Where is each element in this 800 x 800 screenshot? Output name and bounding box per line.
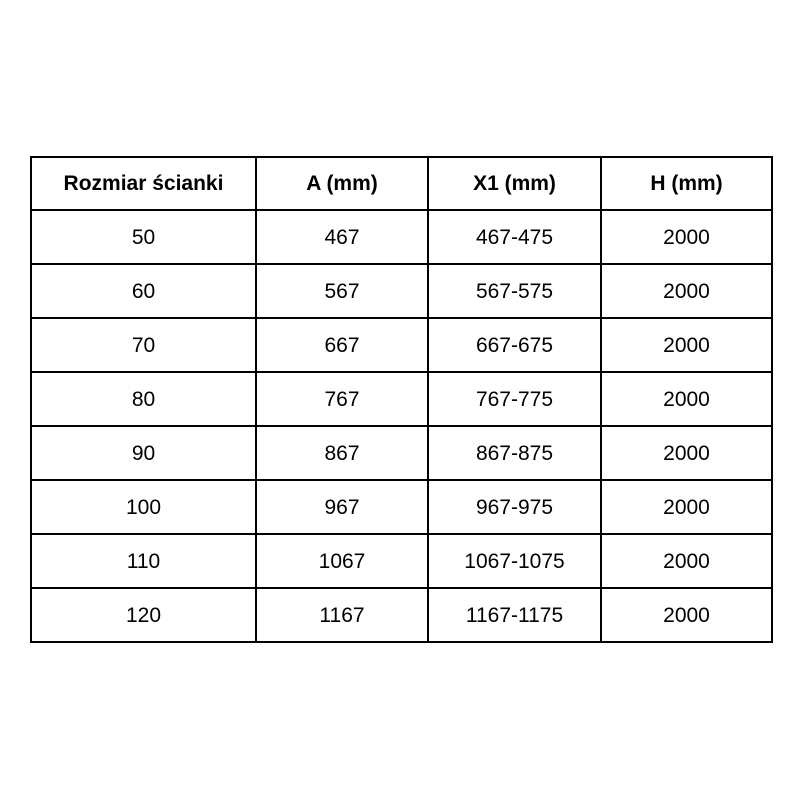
table-cell: 1067 — [256, 534, 428, 588]
table-cell: 667 — [256, 318, 428, 372]
table-cell: 567-575 — [428, 264, 601, 318]
table-cell: 2000 — [601, 534, 772, 588]
table-cell: 2000 — [601, 372, 772, 426]
table-cell: 767-775 — [428, 372, 601, 426]
table-cell: 100 — [31, 480, 256, 534]
table-cell: 2000 — [601, 426, 772, 480]
table-cell: 667-675 — [428, 318, 601, 372]
table-cell: 2000 — [601, 210, 772, 264]
table-cell: 867 — [256, 426, 428, 480]
table-cell: 80 — [31, 372, 256, 426]
table-header-row — [31, 157, 772, 210]
table-cell: 110 — [31, 534, 256, 588]
header-rozmiar-scianki: Rozmiar ścianki — [31, 157, 256, 210]
table-cell: 2000 — [601, 588, 772, 642]
table-cell: 120 — [31, 588, 256, 642]
header-a-mm: A (mm) — [256, 157, 428, 210]
table-row — [31, 534, 772, 588]
table-cell: 1167 — [256, 588, 428, 642]
table-cell: 90 — [31, 426, 256, 480]
table-row — [31, 210, 772, 264]
table-cell: 767 — [256, 372, 428, 426]
table-row — [31, 426, 772, 480]
table-row — [31, 588, 772, 642]
table-row — [31, 318, 772, 372]
header-x1-mm: X1 (mm) — [428, 157, 601, 210]
table-cell: 70 — [31, 318, 256, 372]
header-h-mm: H (mm) — [601, 157, 772, 210]
table-cell: 467 — [256, 210, 428, 264]
table-body — [31, 210, 772, 642]
table-cell: 967 — [256, 480, 428, 534]
table-cell: 967-975 — [428, 480, 601, 534]
table-cell: 1167-1175 — [428, 588, 601, 642]
table-cell: 50 — [31, 210, 256, 264]
table-cell: 2000 — [601, 318, 772, 372]
table-cell: 60 — [31, 264, 256, 318]
wall-size-table — [30, 156, 773, 643]
table-cell: 2000 — [601, 480, 772, 534]
table-row — [31, 264, 772, 318]
table-cell: 467-475 — [428, 210, 601, 264]
table-cell: 867-875 — [428, 426, 601, 480]
table-row — [31, 372, 772, 426]
table-row — [31, 480, 772, 534]
table-cell: 2000 — [601, 264, 772, 318]
table-cell: 567 — [256, 264, 428, 318]
table-cell: 1067-1075 — [428, 534, 601, 588]
